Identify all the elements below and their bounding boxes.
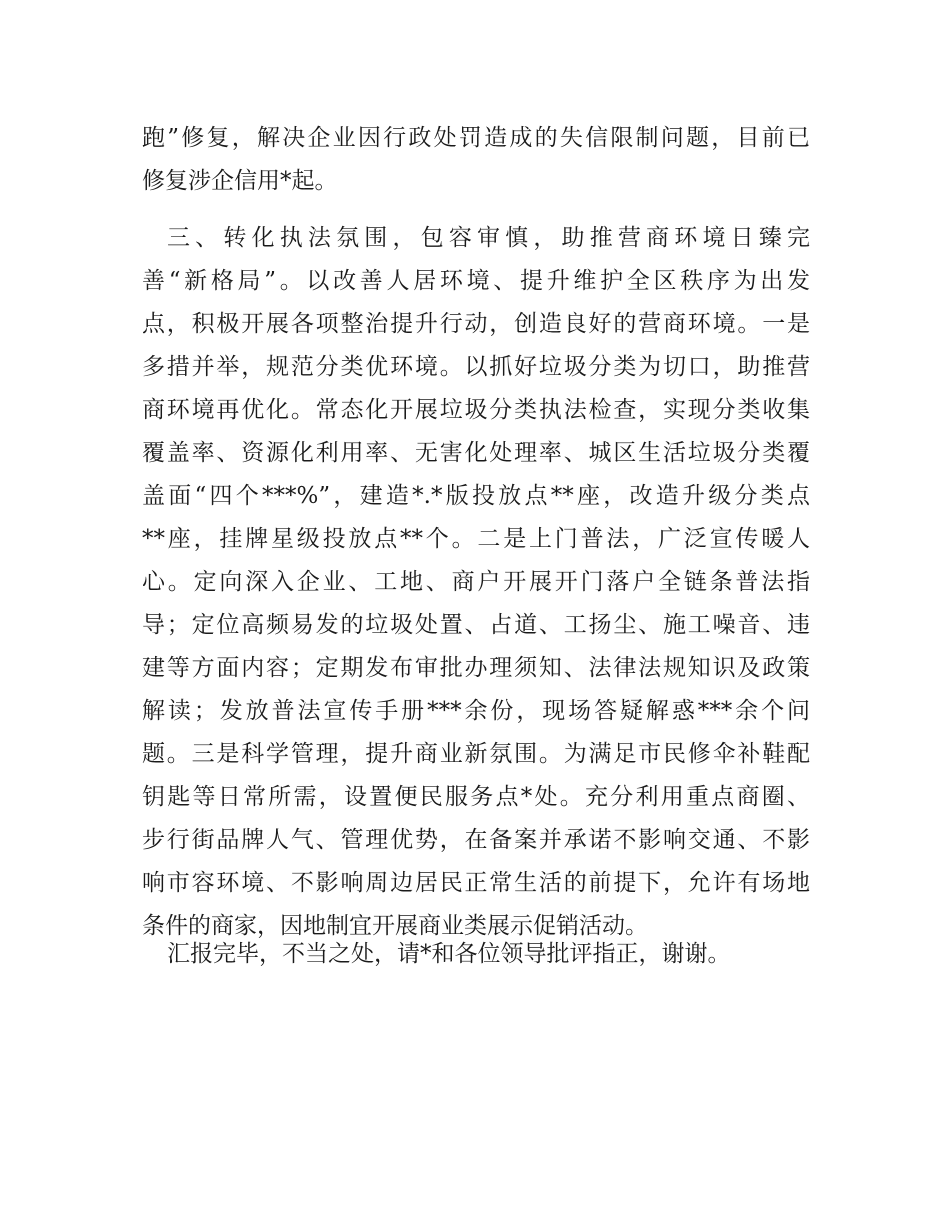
paragraph-line: 题。三是科学管理，提升商业新氛围。为满足市民修伞补鞋配 bbox=[142, 741, 810, 767]
paragraph-line: 点，积极开展各项整治提升行动，创造良好的营商环境。一是 bbox=[142, 311, 810, 337]
closing-line: 汇报完毕，不当之处，请*和各位领导批评指正，谢谢。 bbox=[167, 941, 731, 967]
paragraph-line: 跑”修复，解决企业因行政处罚造成的失信限制问题，目前已 bbox=[142, 125, 810, 151]
paragraph-line: 心。定向深入企业、工地、商户开展开门落户全链条普法指 bbox=[142, 569, 810, 595]
section-three-paragraph bbox=[142, 217, 810, 948]
paragraph-line: 导；定位高频易发的垃圾处置、占道、工扬尘、施工噪音、违 bbox=[142, 612, 810, 638]
section-heading-line: 三、转化执法氛围，包容审慎，助推营商环境日臻完 bbox=[167, 225, 810, 251]
paragraph-line: 善“新格局”。以改善人居环境、提升维护全区秩序为出发 bbox=[142, 268, 810, 294]
paragraph-line: **座，挂牌星级投放点**个。二是上门普法，广泛宣传暖人 bbox=[142, 526, 810, 552]
paragraph-line: 盖面“四个***%”，建造*.*版投放点**座，改造升级分类点 bbox=[142, 483, 810, 509]
paragraph-line: 建等方面内容；定期发布审批办理须知、法律法规知识及政策 bbox=[142, 655, 810, 681]
paragraph-line: 商环境再优化。常态化开展垃圾分类执法检查，实现分类收集 bbox=[142, 397, 810, 423]
paragraph-line: 多措并举，规范分类优环境。以抓好垃圾分类为切口，助推营 bbox=[142, 354, 810, 380]
paragraph-line: 响市容环境、不影响周边居民正常生活的前提下，允许有场地 bbox=[142, 870, 810, 896]
continuation-paragraph bbox=[142, 117, 810, 203]
paragraph-line: 修复涉企信用*起。 bbox=[142, 168, 338, 194]
paragraph-line: 条件的商家，因地制宜开展商业类展示促销活动。 bbox=[142, 913, 648, 939]
closing-paragraph bbox=[142, 933, 810, 976]
paragraph-line: 覆盖率、资源化利用率、无害化处理率、城区生活垃圾分类覆 bbox=[142, 440, 810, 466]
paragraph-line: 钥匙等日常所需，设置便民服务点*处。充分利用重点商圈、 bbox=[142, 784, 810, 810]
paragraph-line: 步行街品牌人气、管理优势，在备案并承诺不影响交通、不影 bbox=[142, 827, 810, 853]
paragraph-line: 解读；发放普法宣传手册***余份，现场答疑解惑***余个问 bbox=[142, 698, 810, 724]
